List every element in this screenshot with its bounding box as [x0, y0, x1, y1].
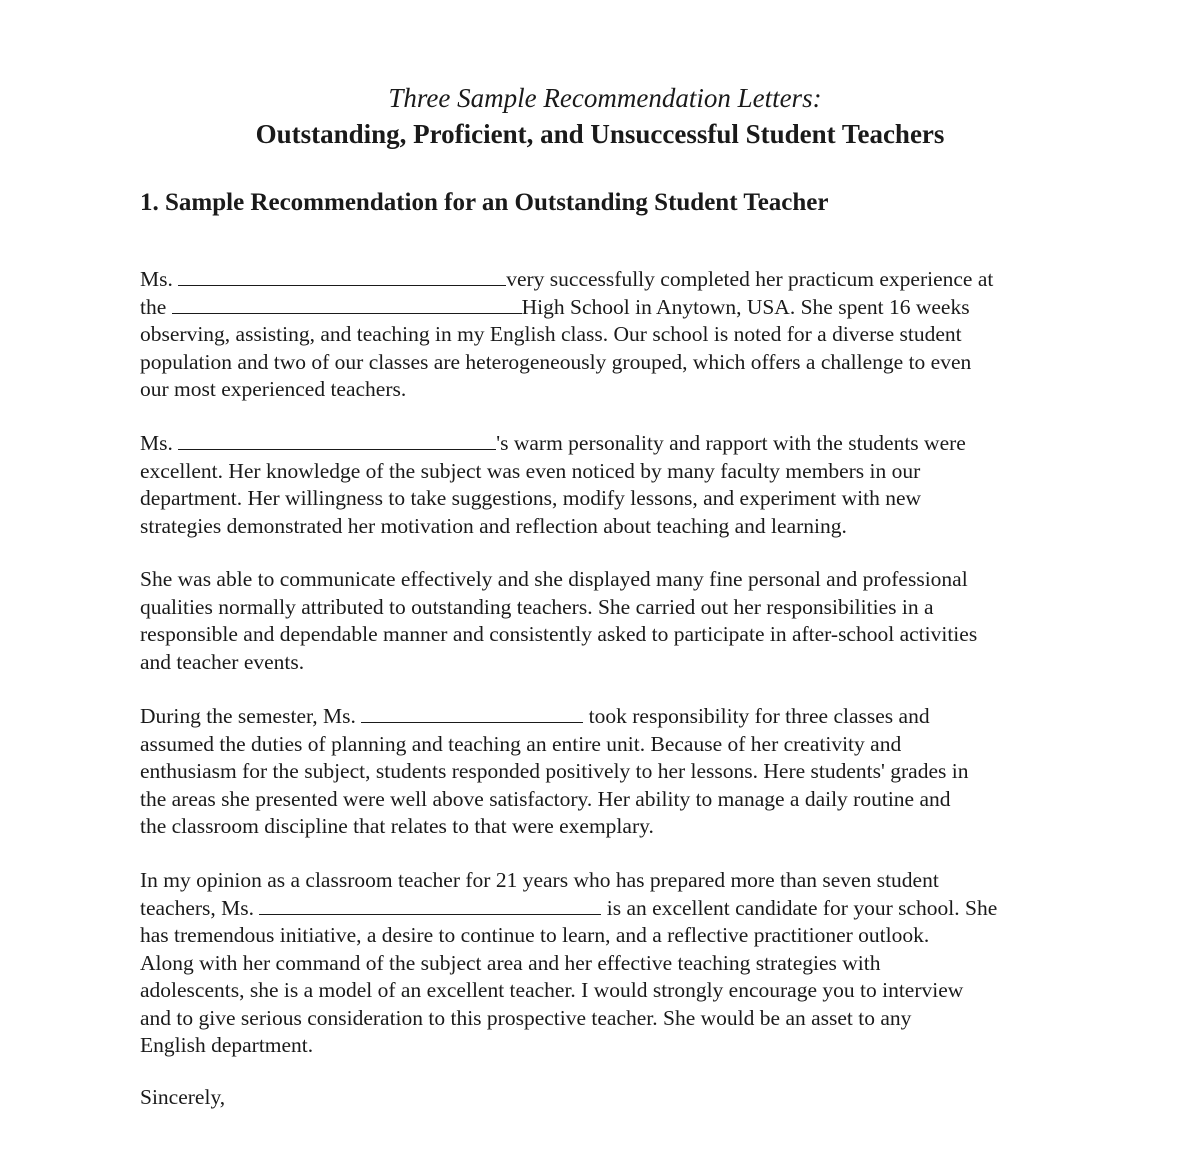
text-line: [140, 430, 1080, 458]
paragraph-2: [140, 430, 1080, 540]
text-segment: very successfully completed her practicum experience at: [506, 267, 994, 291]
closing-salutation: Sincerely,: [140, 1085, 226, 1109]
text-line: has tremendous initiative, a desire to continue to learn, and a reflective practitioner outlook.: [140, 923, 930, 947]
title-italic: Three Sample Recommendation Letters:: [388, 83, 822, 113]
text-line: adolescents, she is a model of an excellent teacher. I would strongly encourage you to interview: [140, 978, 964, 1002]
paragraph-3: [140, 566, 1080, 676]
name-blank: [259, 896, 601, 915]
title-bold: Outstanding, Proficient, and Unsuccessful Student Teachers: [255, 119, 945, 149]
text-line: responsible and dependable manner and consistently asked to participate in after-school activities: [140, 622, 978, 646]
text-segment: Ms.: [140, 267, 179, 291]
text-segment: During the semester, Ms.: [140, 704, 362, 728]
text-line: observing, assisting, and teaching in my English class. Our school is noted for a diverse student: [140, 322, 962, 346]
text-line: She was able to communicate effectively and she displayed many fine personal and professional: [140, 567, 968, 591]
text-segment: 's warm personality and rapport with the students were: [496, 431, 966, 455]
text-line: assumed the duties of planning and teaching an entire unit. Because of her creativity and: [140, 731, 902, 756]
text-line: the areas she presented were well above satisfactory. Her ability to manage a daily routine and: [140, 786, 951, 811]
name-blank: [178, 267, 506, 286]
document-title: [0, 80, 1200, 152]
text-line: In my opinion as a classroom teacher for 21 years who has prepared more than seven student: [140, 868, 939, 892]
text-line: [140, 703, 1080, 731]
text-line: [140, 294, 1080, 322]
text-segment: the: [140, 294, 172, 319]
name-blank: [178, 431, 496, 450]
text-line: Along with her command of the subject area and her effective teaching strategies with: [140, 950, 881, 975]
text-segment: took responsibility for three classes and: [583, 704, 930, 728]
paragraph-1: [140, 266, 1080, 404]
text-segment: High School in Anytown, USA. She spent 16 weeks: [521, 294, 970, 319]
text-line: the classroom discipline that relates to that were exemplary.: [140, 814, 654, 838]
text-line: qualities normally attributed to outstanding teachers. She carried out her responsibilities in a: [140, 594, 934, 619]
text-line: strategies demonstrated her motivation and reflection about teaching and learning.: [140, 513, 847, 538]
text-segment: teachers, Ms.: [140, 895, 260, 920]
text-line: and teacher events.: [140, 649, 305, 674]
text-segment: Ms.: [140, 431, 179, 455]
school-blank: [172, 295, 522, 314]
text-line: population and two of our classes are heterogeneously grouped, which offers a challenge to even: [140, 349, 972, 374]
text-line: and to give serious consideration to this prospective teacher. She would be an asset to any: [140, 1005, 912, 1030]
name-blank: [361, 704, 583, 723]
text-line: our most experienced teachers.: [140, 377, 407, 401]
text-line: [140, 895, 1080, 923]
text-line: enthusiasm for the subject, students responded positively to her lessons. Here students' grades in: [140, 759, 969, 783]
text-line: excellent. Her knowledge of the subject was even noticed by many faculty members in our: [140, 458, 921, 483]
text-line: English department.: [140, 1033, 314, 1057]
paragraph-4: [140, 703, 1080, 841]
text-line: [140, 266, 1080, 294]
paragraph-5: [140, 867, 1080, 1060]
text-line: department. Her willingness to take suggestions, modify lessons, and experiment with new: [140, 486, 922, 510]
section-heading: 1. Sample Recommendation for an Outstanding Student Teacher: [140, 189, 829, 216]
text-segment: is an excellent candidate for your school. She: [601, 895, 998, 920]
